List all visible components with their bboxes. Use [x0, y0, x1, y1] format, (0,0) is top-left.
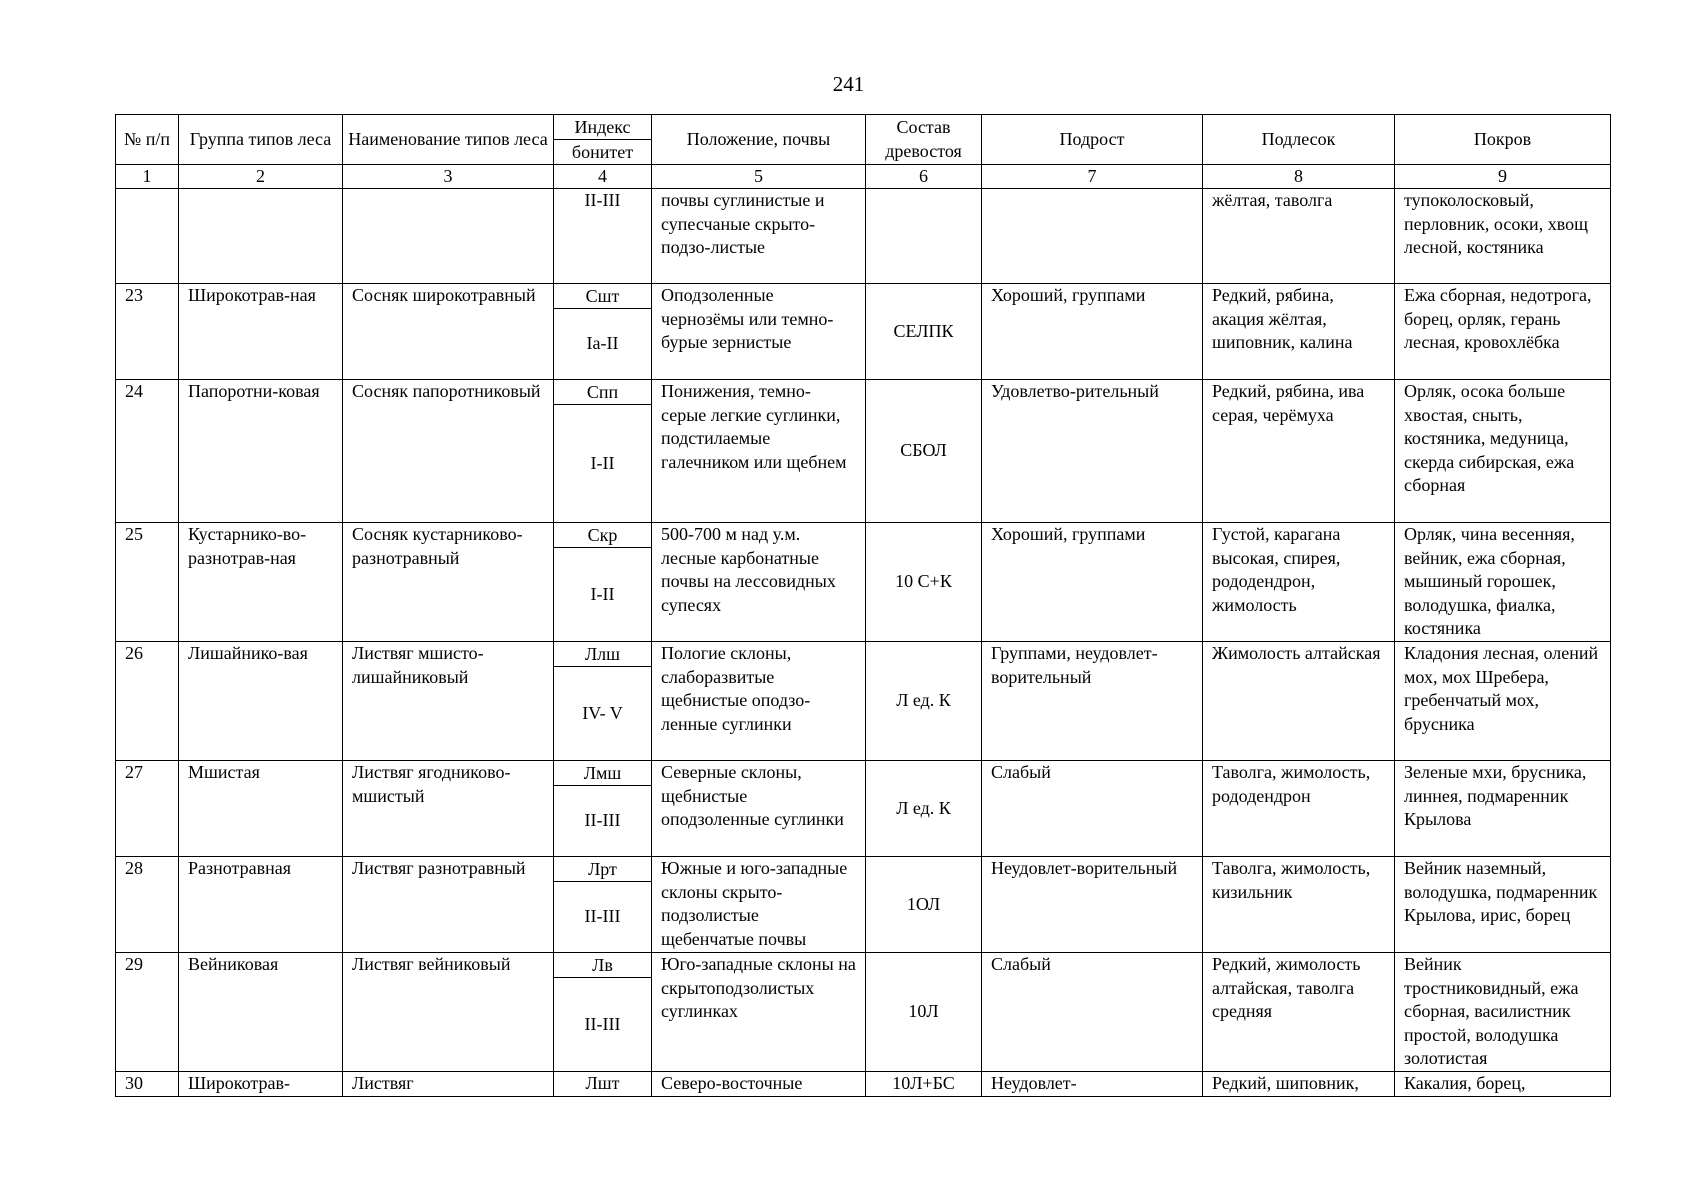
row-name: Листвяг: [343, 1072, 554, 1097]
column-number: 8: [1203, 165, 1395, 189]
row-code: Лмш: [554, 761, 651, 786]
row-undergrowth: Удовлетво-рительный: [982, 380, 1203, 523]
header-position: Положение, почвы: [652, 115, 866, 165]
row-num: 30: [116, 1072, 179, 1097]
header-composition: Состав древостоя: [866, 115, 982, 165]
row-cover: Какалия, борец,: [1395, 1072, 1611, 1097]
row-understory: Густой, карагана высокая, спирея, рододендрон, жимолость: [1203, 523, 1395, 642]
row-index: [554, 857, 652, 953]
row-undergrowth: Слабый: [982, 953, 1203, 1072]
row-composition: СБОЛ: [866, 380, 982, 523]
row-bonitet: I-II: [590, 583, 615, 604]
column-number: 7: [982, 165, 1203, 189]
column-number: 1: [116, 165, 179, 189]
row-cover: тупоколосковый, перловник, осоки, хвощ лесной, костяника: [1395, 189, 1611, 284]
row-position: Юго-западные склоны на скрытоподзолистых суглинках: [652, 953, 866, 1072]
row-index: [554, 284, 652, 380]
row-undergrowth: Хороший, группами: [982, 284, 1203, 380]
column-number: 6: [866, 165, 982, 189]
row-composition: [866, 189, 982, 284]
column-number: 2: [179, 165, 343, 189]
table-row: [116, 523, 1611, 642]
header-understory: Подлесок: [1203, 115, 1395, 165]
row-composition: Л ед. К: [866, 761, 982, 857]
row-undergrowth: Слабый: [982, 761, 1203, 857]
row-group: Мшистая: [179, 761, 343, 857]
column-number: 5: [652, 165, 866, 189]
row-composition: 10Л: [866, 953, 982, 1072]
row-understory: Редкий, шиповник,: [1203, 1072, 1395, 1097]
header-group: Группа типов леса: [179, 115, 343, 165]
row-position: Понижения, темно-серые легкие суглинки, подстилаемые галечником или щебнем: [652, 380, 866, 523]
row-code: Спп: [554, 380, 651, 405]
row-num: [116, 189, 179, 284]
row-composition: СЕЛПК: [866, 284, 982, 380]
header-index: [554, 115, 652, 165]
row-bonitet: IV- V: [582, 702, 623, 723]
table-row: [116, 761, 1611, 857]
row-undergrowth: Хороший, группами: [982, 523, 1203, 642]
row-group: [179, 189, 343, 284]
row-code: Скр: [554, 523, 651, 548]
row-group: Широкотрав-ная: [179, 284, 343, 380]
header-undergrowth: Подрост: [982, 115, 1203, 165]
table-row: [116, 189, 1611, 284]
row-cover: Орляк, чина весенняя, вейник, ежа сборная, мышиный горошек, володушка, фиалка, костяника: [1395, 523, 1611, 642]
row-index: [554, 953, 652, 1072]
row-cover: Кладония лесная, олений мох, мох Шребера, гребенчатый мох, брусника: [1395, 642, 1611, 761]
row-num: 23: [116, 284, 179, 380]
row-composition: 10 С+К: [866, 523, 982, 642]
row-cover: Ежа сборная, недотрога, борец, орляк, герань лесная, кровохлёбка: [1395, 284, 1611, 380]
row-position: Южные и юго-западные склоны скрыто-подзолистые щебенчатые почвы: [652, 857, 866, 953]
column-number: 3: [343, 165, 554, 189]
row-name: Листвяг вейниковый: [343, 953, 554, 1072]
row-understory: Редкий, жимолость алтайская, таволга средняя: [1203, 953, 1395, 1072]
table-row: [116, 284, 1611, 380]
header-num: № п/п: [116, 115, 179, 165]
row-understory: Редкий, рябина, ива серая, черёмуха: [1203, 380, 1395, 523]
table-row: [116, 642, 1611, 761]
row-num: 28: [116, 857, 179, 953]
row-num: 27: [116, 761, 179, 857]
row-index: [554, 380, 652, 523]
row-bonitet: I-II: [590, 452, 615, 473]
header-index-bottom: бонитет: [571, 142, 634, 162]
row-group: Широкотрав-: [179, 1072, 343, 1097]
row-group: Кустарнико-во-разнотрав-ная: [179, 523, 343, 642]
row-name: Листвяг ягодниково-мшистый: [343, 761, 554, 857]
column-number: 9: [1395, 165, 1611, 189]
row-name: Сосняк кустарниково-разнотравный: [343, 523, 554, 642]
row-bonitet: II-III: [584, 190, 621, 210]
row-code: Лв: [554, 953, 651, 978]
row-group: Лишайнико-вая: [179, 642, 343, 761]
row-cover: Вейник наземный, володушка, подмаренник Крылова, ирис, борец: [1395, 857, 1611, 953]
page-number: 241: [832, 72, 865, 96]
row-name: Листвяг мшисто-лишайниковый: [343, 642, 554, 761]
row-composition: Л ед. К: [866, 642, 982, 761]
row-code: Сшт: [554, 284, 651, 309]
row-position: Оподзоленные чернозёмы или темно-бурые зернистые: [652, 284, 866, 380]
row-undergrowth: Группами, неудовлет-ворительный: [982, 642, 1203, 761]
header-index-top: Индекс: [554, 115, 651, 140]
row-bonitet: II-III: [584, 906, 621, 927]
forest-types-table: [115, 114, 1611, 1097]
table-row: [116, 1072, 1611, 1097]
row-num: 29: [116, 953, 179, 1072]
table-row: [116, 857, 1611, 953]
row-cover: Зеленые мхи, брусника, линнея, подмаренник Крылова: [1395, 761, 1611, 857]
row-cover: Орляк, осока больше хвостая, сныть, костяника, медуница, скерда сибирская, ежа сборная: [1395, 380, 1611, 523]
row-composition: 1ОЛ: [866, 857, 982, 953]
row-cover: Вейник тростниковидный, ежа сборная, василистник простой, володушка золотистая: [1395, 953, 1611, 1072]
row-undergrowth: Неудовлет-: [982, 1072, 1203, 1097]
row-position: 500-700 м над у.м. лесные карбонатные почвы на лессовидных супесях: [652, 523, 866, 642]
row-understory: Жимолость алтайская: [1203, 642, 1395, 761]
row-index: [554, 523, 652, 642]
row-index: [554, 189, 652, 284]
column-number: 4: [554, 165, 652, 189]
row-num: 24: [116, 380, 179, 523]
row-code: Лрт: [554, 857, 651, 882]
row-undergrowth: [982, 189, 1203, 284]
row-position: почвы суглинистые и супесчаные скрыто-подзо-листые: [652, 189, 866, 284]
row-position: Северные склоны, щебнистые оподзоленные суглинки: [652, 761, 866, 857]
row-name: [343, 189, 554, 284]
row-code: Ллш: [554, 642, 651, 667]
row-position: Северо-восточные: [652, 1072, 866, 1097]
row-bonitet: II-III: [584, 810, 621, 831]
column-number-row: [116, 165, 1611, 189]
row-undergrowth: Неудовлет-ворительный: [982, 857, 1203, 953]
row-bonitet: II-III: [584, 1013, 621, 1034]
row-group: Папоротни-ковая: [179, 380, 343, 523]
row-num: 26: [116, 642, 179, 761]
row-composition: 10Л+БС: [866, 1072, 982, 1097]
row-name: Сосняк широкотравный: [343, 284, 554, 380]
row-index: [554, 761, 652, 857]
row-name: Сосняк папоротниковый: [343, 380, 554, 523]
row-group: Вейниковая: [179, 953, 343, 1072]
row-understory: Таволга, жимолость, кизильник: [1203, 857, 1395, 953]
row-num: 25: [116, 523, 179, 642]
header-name: Наименование типов леса: [343, 115, 554, 165]
row-bonitet: Ia-II: [586, 333, 619, 354]
header-cover: Покров: [1395, 115, 1611, 165]
row-code: Лшт: [585, 1073, 620, 1093]
row-position: Пологие склоны, слаборазвитые щебнистые оподзо-ленные суглинки: [652, 642, 866, 761]
row-group: Разнотравная: [179, 857, 343, 953]
row-index: [554, 642, 652, 761]
row-name: Листвяг разнотравный: [343, 857, 554, 953]
row-index: [554, 1072, 652, 1097]
table-row: [116, 953, 1611, 1072]
row-understory: жёлтая, таволга: [1203, 189, 1395, 284]
row-understory: Редкий, рябина, акация жёлтая, шиповник, калина: [1203, 284, 1395, 380]
row-understory: Таволга, жимолость, рододендрон: [1203, 761, 1395, 857]
table-row: [116, 380, 1611, 523]
